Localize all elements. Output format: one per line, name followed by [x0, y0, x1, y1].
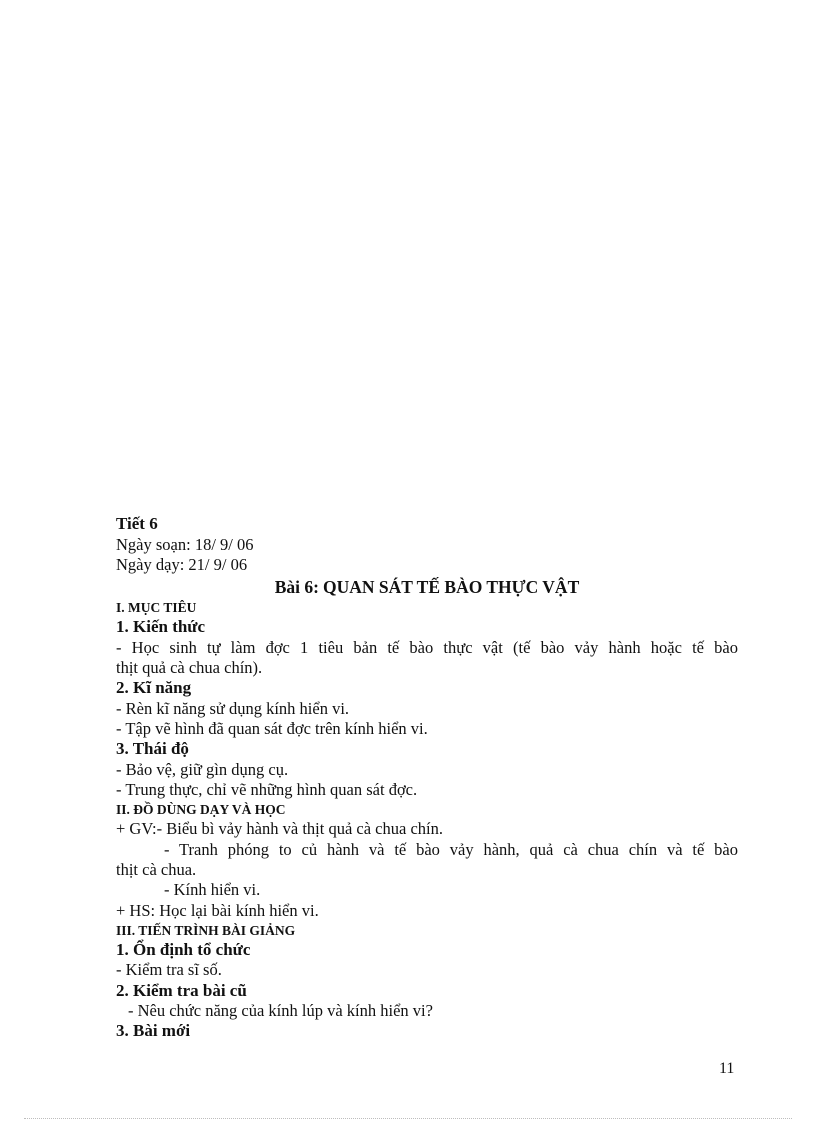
section-objectives-heading: I. MỤC TIÊU [116, 600, 197, 616]
knowledge-text-line2: thịt quả cà chua chín). [116, 657, 263, 677]
teach-date: Ngày dạy: 21/ 9/ 06 [116, 554, 248, 574]
new-lesson-heading: 3. Bài mới [116, 1021, 191, 1041]
skills-text-line1: - Rèn kĩ năng sử dụng kính hiển vi. [116, 698, 350, 718]
review-heading: 2. Kiểm tra bài cũ [116, 980, 247, 1000]
prep-date: Ngày soạn: 18/ 9/ 06 [116, 534, 254, 554]
lesson-title [116, 576, 738, 598]
lesson-plan-body [116, 514, 738, 1042]
knowledge-heading: 1. Kiến thức [116, 617, 206, 637]
skills-text-line2: - Tập vẽ hình đã quan sát đợc trên kính hiển vi. [116, 718, 428, 738]
organization-heading: 1. Ổn định tổ chức [116, 939, 251, 959]
lesson-number: Bài 6: [274, 577, 319, 598]
section-procedure-heading: III. TIẾN TRÌNH BÀI GIẢNG [116, 922, 296, 938]
skills-heading: 2. Kĩ năng [116, 678, 192, 698]
review-text: - Nêu chức năng của kính lúp và kính hiển vi? [128, 1001, 433, 1021]
period-label: Tiết 6 [116, 514, 158, 533]
organization-text: - Kiểm tra sĩ số. [116, 960, 222, 980]
section-materials-heading: II. ĐỒ DÙNG DẠY VÀ HỌC [116, 802, 286, 818]
attitude-text-line1: - Bảo vệ, giữ gìn dụng cụ. [116, 759, 289, 779]
knowledge-text-line1: - Học sinh tự làm đợc 1 tiêu bản tế bào thực vật (tế bào vảy hành hoặc tế bào [116, 637, 738, 657]
teacher-materials-line3: thịt cà chua. [116, 859, 197, 879]
attitude-heading: 3. Thái độ [116, 739, 189, 759]
page-bottom-divider [24, 1118, 792, 1119]
page-number: 11 [719, 1060, 735, 1077]
teacher-materials-line2: - Tranh phóng to củ hành và tế bào vảy hành, quả cà chua chín và tế bào [164, 839, 738, 859]
teacher-materials-line1: + GV:- Biểu bì vảy hành và thịt quả cà chua chín. [116, 819, 443, 839]
student-materials-line: + HS: Học lại bài kính hiển vi. [116, 900, 319, 920]
attitude-text-line2: - Trung thực, chỉ vẽ những hình quan sát đợc. [116, 780, 418, 800]
teacher-materials-line4: - Kính hiển vi. [164, 880, 261, 900]
lesson-name: QUAN SÁT TẾ BÀO THỰC VẬT [323, 577, 580, 598]
